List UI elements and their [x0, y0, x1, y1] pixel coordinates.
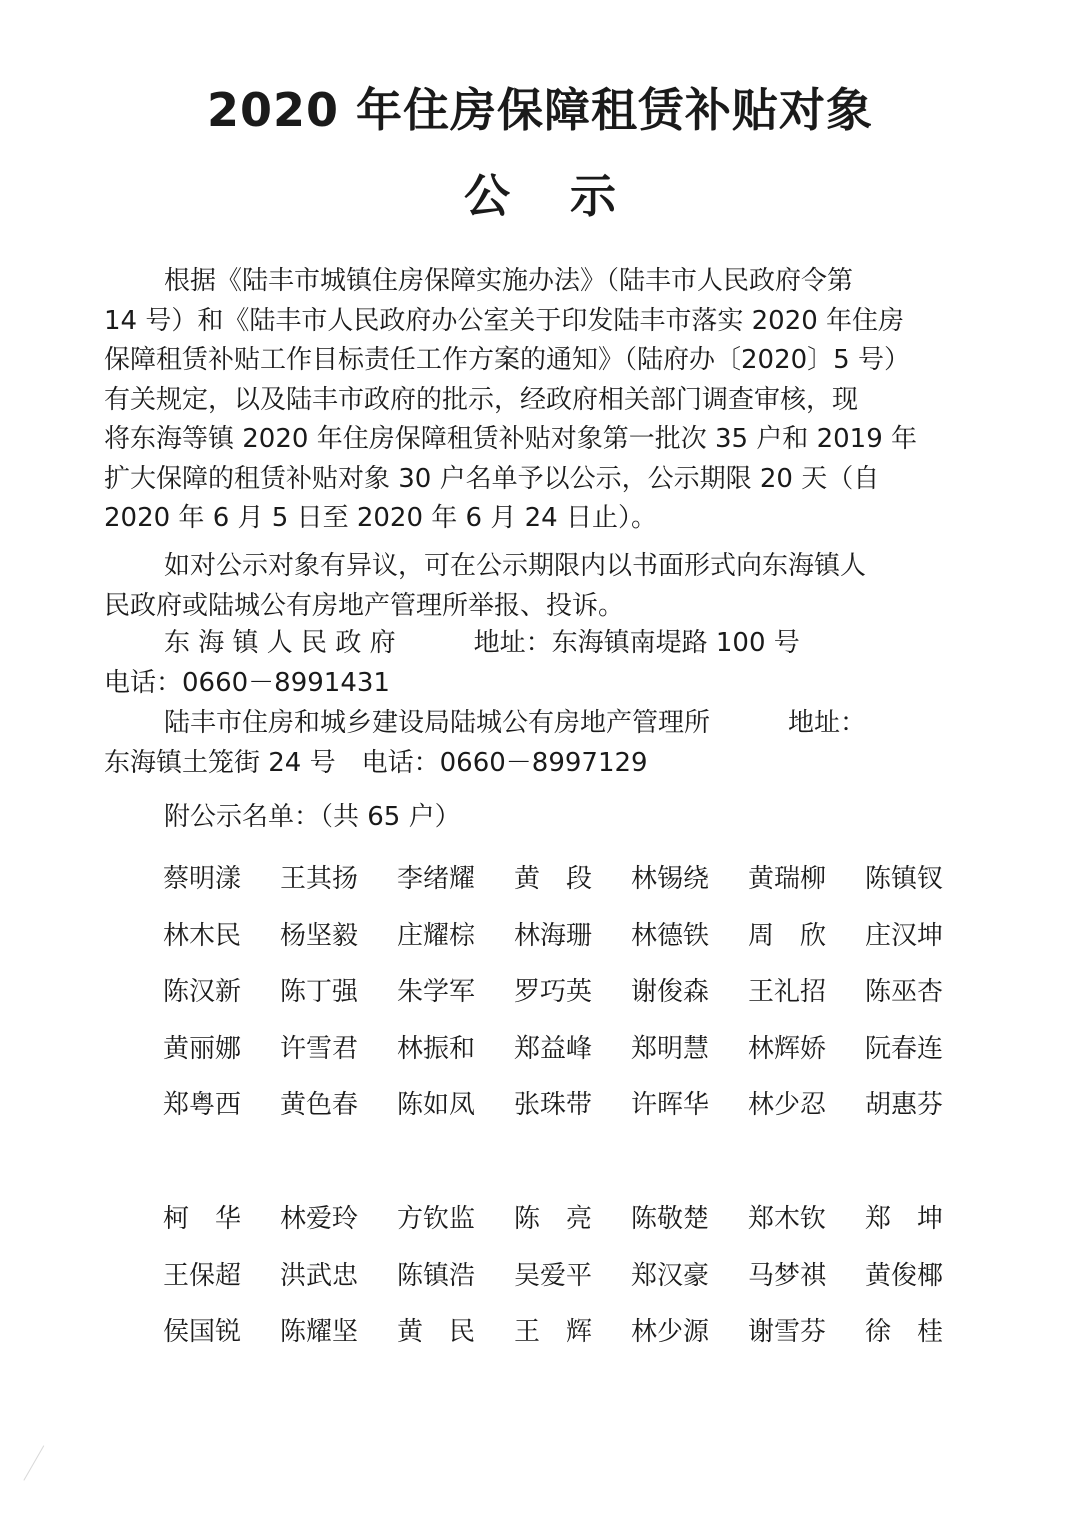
name-cell: 郑 坤: [865, 1204, 944, 1234]
text-line: 如对公示对象有异议，可在公示期限内以书面形式向东海镇人: [164, 551, 867, 581]
name-cell: 黄丽娜: [163, 1033, 242, 1064]
name-cell: 郑木钦: [748, 1204, 827, 1234]
name-cell: 郑益峰: [514, 1033, 593, 1064]
name-cell: 王其扬: [280, 864, 359, 894]
contact-address: 地址：东海镇南堤路 100 号: [473, 628, 800, 658]
name-cell: 林海珊: [514, 920, 593, 951]
name-cell: 林少忍: [748, 1090, 827, 1120]
text-line: 保障租赁补贴工作目标责任工作方案的通知》（陆府办〔2020〕5 号）: [104, 345, 910, 375]
table-row: [163, 1198, 983, 1255]
table-row: [163, 915, 983, 972]
contact-address-label: 地址：: [788, 708, 867, 738]
table-row: [163, 1084, 983, 1141]
paragraph-main: [104, 262, 974, 539]
document-title: 2020 年住房保障租赁补贴对象: [206, 83, 874, 137]
name-cell: 陈巫杏: [865, 977, 944, 1007]
name-cell: 陈如凤: [397, 1090, 476, 1120]
name-cell: 黄俊椰: [865, 1260, 944, 1291]
text-line: 有关规定，以及陆丰市政府的批示，经政府相关部门调查审核，现: [104, 384, 859, 415]
name-cell: 罗巧英: [514, 977, 593, 1007]
contact-org: 陆丰市住房和城乡建设局陆城公有房地产管理所: [164, 708, 711, 738]
text-line: 2020 年 6 月 5 日至 2020 年 6 月 24 日止）。: [104, 503, 657, 533]
name-cell: 马梦祺: [748, 1260, 827, 1291]
scan-smudge: [23, 1445, 61, 1490]
name-cell: 陈敬楚: [631, 1204, 710, 1234]
paragraph-objection: [104, 547, 974, 626]
name-cell: 林辉娇: [748, 1033, 827, 1064]
list-heading: 附公示名单：（共 65 户）: [164, 802, 461, 832]
list-heading-block: [104, 798, 974, 838]
contact-address-phone: 东海镇土笼街 24 号 电话：0660－8997129: [104, 747, 648, 778]
document-subtitle: 公示: [464, 169, 676, 223]
name-cell: 陈 亮: [514, 1204, 593, 1234]
name-cell: 李绪耀: [397, 864, 476, 894]
name-cell: 黄 段: [514, 864, 593, 894]
contact-phone: 电话：0660－8991431: [104, 667, 390, 698]
name-cell: 郑粤西: [163, 1090, 242, 1120]
table-row: [163, 971, 983, 1028]
name-cell: 陈镇浩: [397, 1260, 476, 1291]
name-cell: 徐 桂: [865, 1317, 944, 1347]
name-cell: 陈镇钗: [865, 864, 944, 894]
name-cell: 谢俊森: [631, 977, 710, 1007]
name-cell: 阮春连: [865, 1033, 944, 1064]
name-cell: 周 欣: [748, 920, 827, 951]
contact-org: 东 海 镇 人 民 政 府: [164, 628, 396, 658]
name-cell: 许雪君: [280, 1033, 359, 1064]
names-table-first: [163, 858, 983, 1141]
text-line: 扩大保障的租赁补贴对象 30 户名单予以公示，公示期限 20 天（自: [104, 463, 880, 494]
contact-line: [104, 624, 974, 664]
name-cell: 方钦监: [397, 1204, 476, 1234]
name-cell: 王保超: [163, 1260, 242, 1291]
name-cell: 陈汉新: [163, 977, 242, 1007]
name-cell: 许晖华: [631, 1090, 710, 1120]
name-cell: 柯 华: [163, 1204, 242, 1234]
name-cell: 郑明慧: [631, 1033, 710, 1064]
name-cell: 郑汉豪: [631, 1260, 710, 1291]
name-cell: 张珠带: [514, 1090, 593, 1120]
name-cell: 黄瑞柳: [748, 864, 827, 894]
name-cell: 林锡绕: [631, 864, 710, 894]
name-cell: 陈丁强: [280, 977, 359, 1007]
table-row: [163, 1311, 983, 1368]
name-cell: 黄色春: [280, 1090, 359, 1120]
names-table-second: [163, 1198, 983, 1368]
contact-housing-office: [104, 704, 974, 783]
name-cell: 洪武忠: [280, 1260, 359, 1291]
name-cell: 庄汉坤: [865, 920, 944, 951]
name-cell: 蔡明漾: [163, 864, 242, 894]
name-cell: 王 辉: [514, 1317, 593, 1347]
text-line: 民政府或陆城公有房地产管理所举报、投诉。: [104, 590, 625, 621]
name-cell: 林少源: [631, 1317, 710, 1347]
text-line: 根据《陆丰市城镇住房保障实施办法》（陆丰市人民政府令第: [164, 266, 854, 296]
name-cell: 林振和: [397, 1033, 476, 1064]
contact-line: [104, 704, 974, 744]
name-cell: 林爱玲: [280, 1204, 359, 1234]
table-row: [163, 1028, 983, 1085]
text-line: 14 号）和《陆丰市人民政府办公室关于印发陆丰市落实 2020 年住房: [104, 305, 905, 336]
table-row: [163, 858, 983, 915]
name-cell: 王礼招: [748, 977, 827, 1007]
name-cell: 侯国锐: [163, 1317, 242, 1347]
name-cell: 林木民: [163, 920, 242, 951]
name-cell: 杨坚毅: [280, 920, 359, 951]
name-cell: 黄 民: [397, 1317, 476, 1347]
name-cell: 胡惠芬: [865, 1090, 944, 1120]
name-cell: 谢雪芬: [748, 1317, 827, 1347]
name-cell: 吴爱平: [514, 1260, 593, 1291]
table-row: [163, 1255, 983, 1312]
name-cell: 朱学军: [397, 977, 476, 1007]
text-line: 将东海等镇 2020 年住房保障租赁补贴对象第一批次 35 户和 2019 年: [104, 424, 918, 454]
name-cell: 林德铁: [631, 920, 710, 951]
name-cell: 陈耀坚: [280, 1317, 359, 1347]
contact-donghai-government: [104, 624, 974, 703]
name-cell: 庄耀棕: [397, 920, 476, 951]
